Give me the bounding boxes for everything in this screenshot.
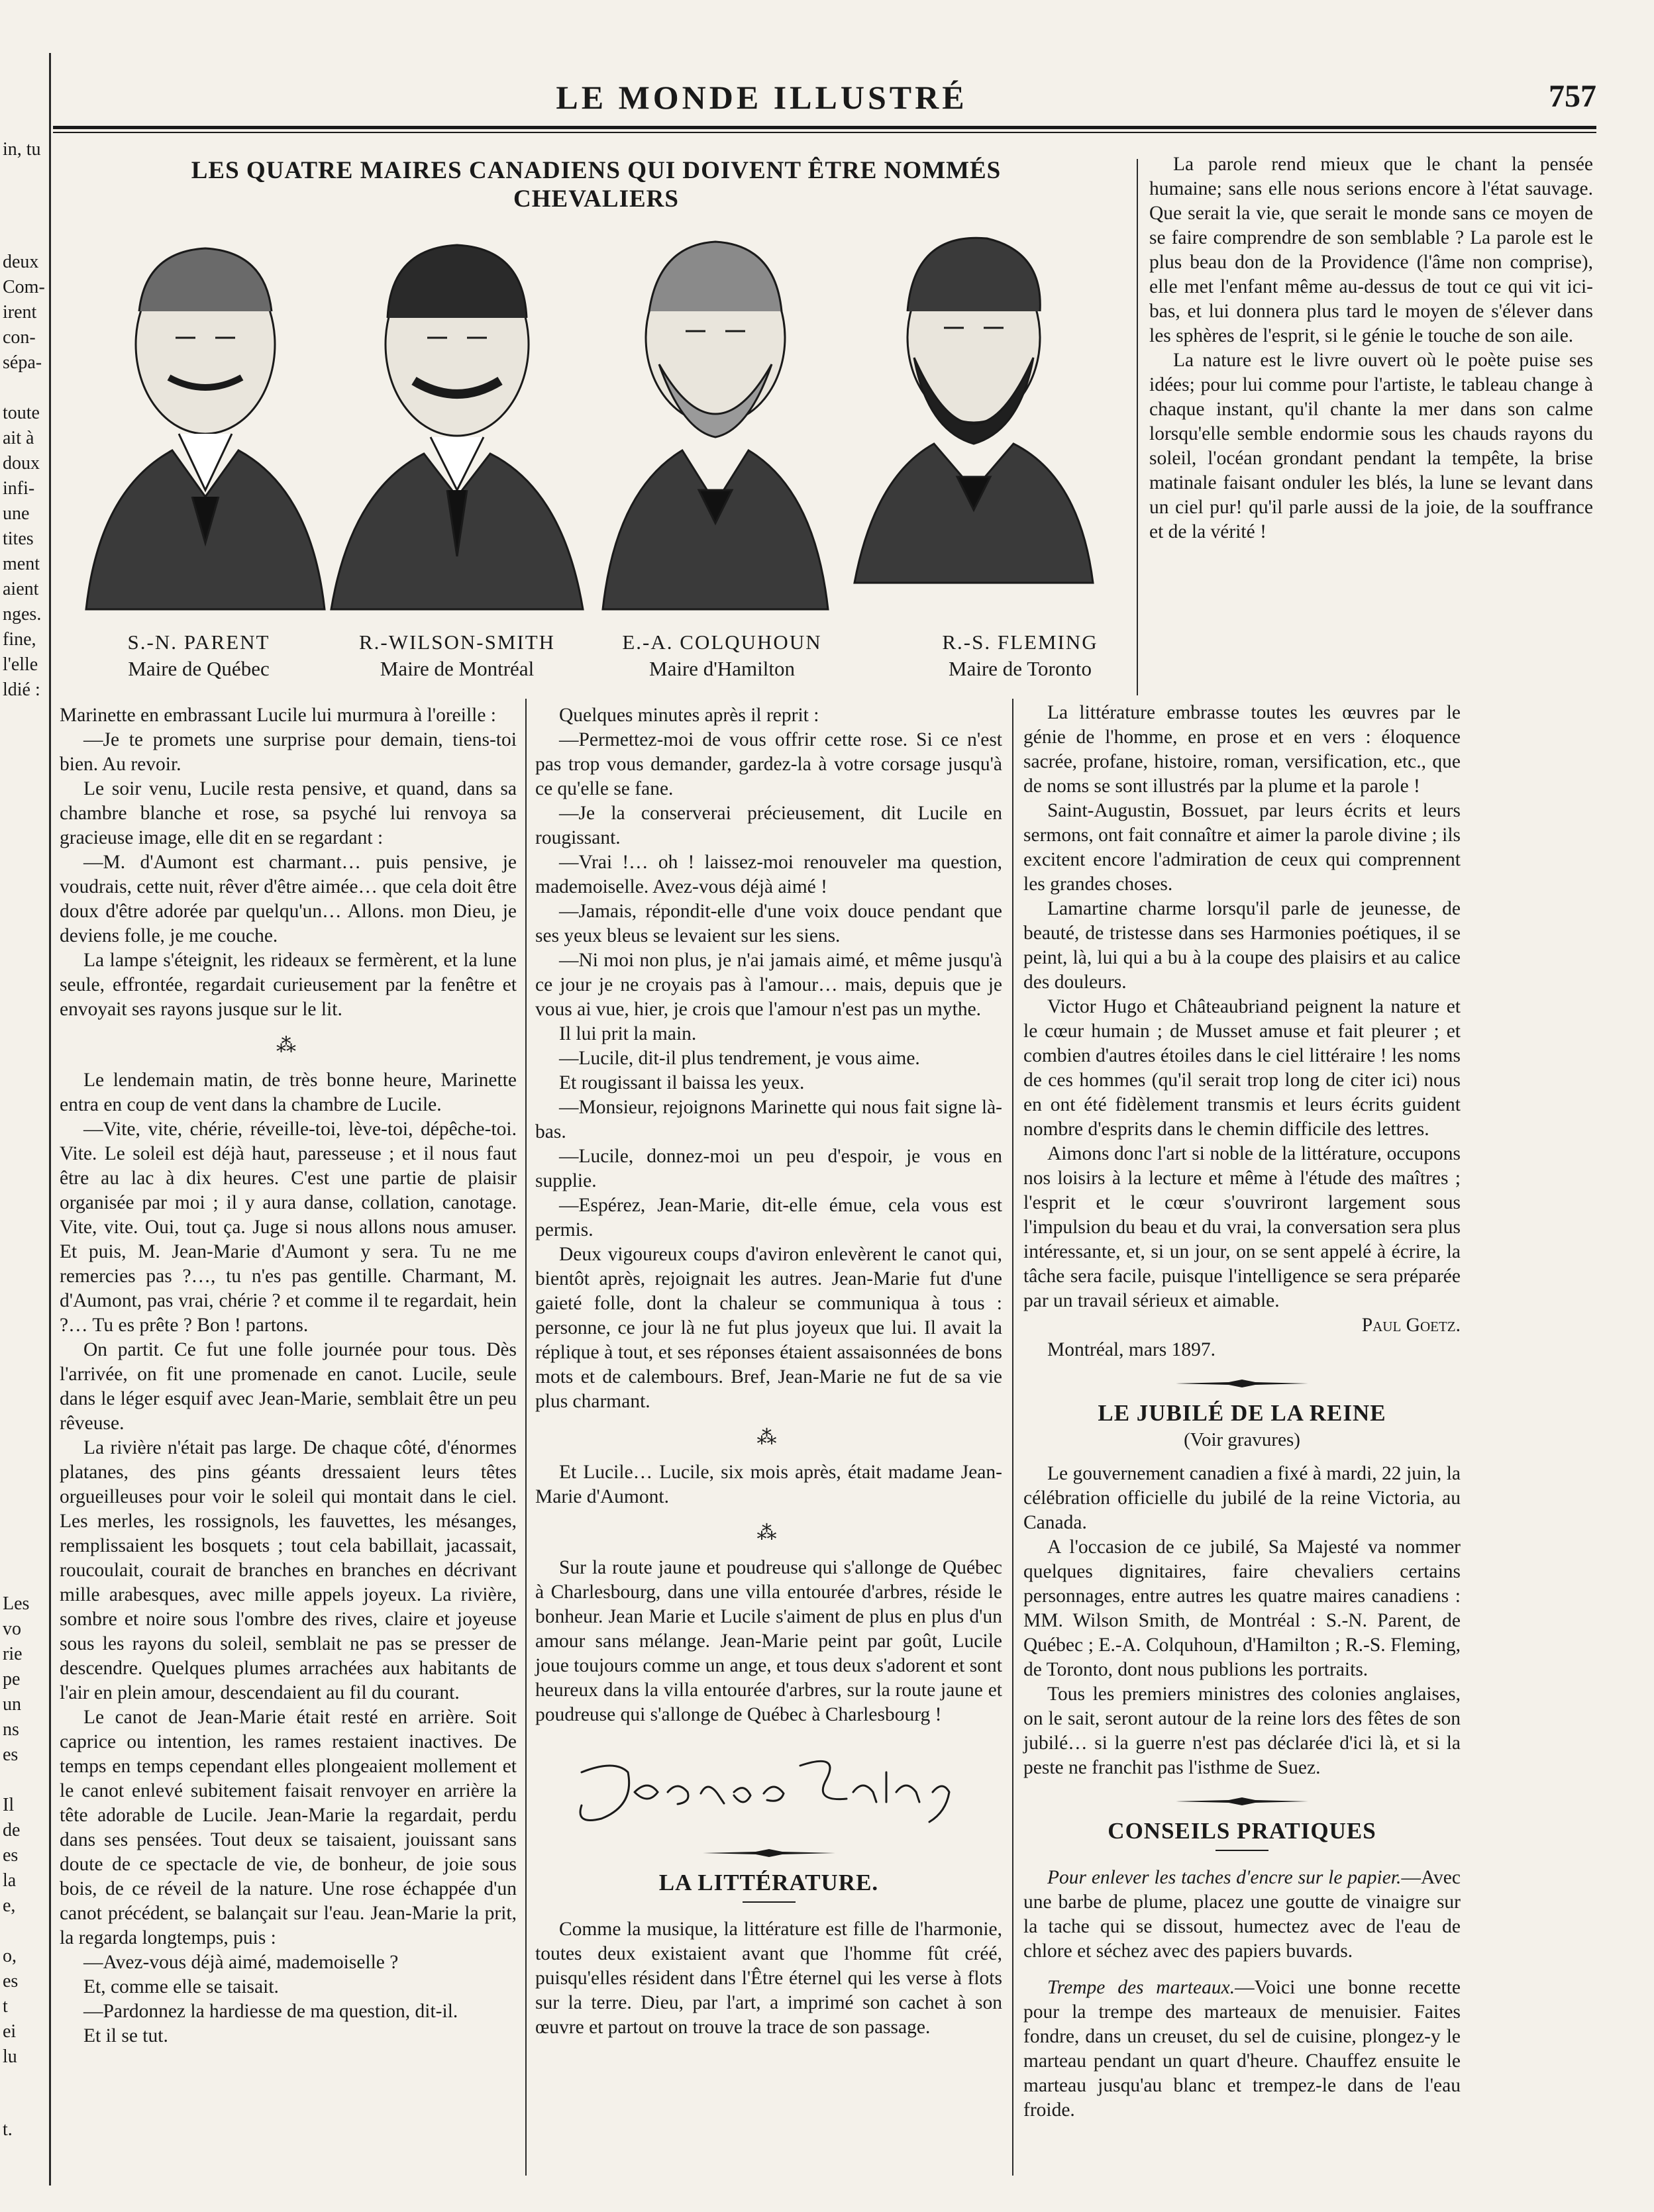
section-stars: ⁂ — [756, 1427, 781, 1448]
jubile-subtitle: (Voir gravures) — [1184, 1429, 1300, 1450]
paragraph: Et rougissant il baissa les yeux. — [559, 1072, 805, 1093]
paragraph: Le soir venu, Lucile resta pensive, et quand, dans sa chambre blanche et rose, sa psyché lui renvoya sa gracieuse image, elle dit en se regardant : — [60, 778, 517, 848]
paragraph: —Monsieur, rejoignons Marinette qui nous fait signe là-bas. — [535, 1097, 1002, 1142]
masthead-rule — [53, 126, 1596, 129]
title-underline — [743, 1901, 796, 1903]
column-3 — [1023, 701, 1461, 2123]
edge-fragment: in, tu — [3, 139, 41, 160]
portrait-wilson-smith-image — [331, 245, 583, 609]
paragraph: La parole rend mieux que le chant la pensée humaine; sans elle nous serions encore à l'état sauvage. Que serait la vie, que serait le monde sans ce moyen de se faire comprendre de son semblable ? La parole est le plus beau don de la Providence (l'âme non comprise), elle met l'enfant même au-dessus de tout ce qui vit ici-bas, et lui donnera plus tard le moyen de s'élever dans les sphères de l'esprit, si le génie le touche de son aile. — [1149, 154, 1593, 346]
paragraph: Le gouvernement canadien a fixé à mardi, 22 juin, la célébration officielle du jubilé de la reine Victoria, au Canada. — [1023, 1463, 1461, 1533]
edge-fragment: t. — [3, 2119, 13, 2140]
paragraph: Le canot de Jean-Marie était resté en arrière. Soit caprice ou intention, les rames restaient inactives. De temps en temps cependant elles plongeaient mollement et le canot enlevé subitement faisait renvoyer en arrière la tête adorable de Lucile. Jean-Marie la regardait, perdu dans ses pensées. Tout deux se taisaient, jouissant sans doute de ce spectacle de vie, de bonheur, de joie sous bois, de ce réveil de la nature. Une rose échappée d'un canot précédent, se balançait sur l'eau. Jean-Marie la prit, la regarda longtemps, puis : — [60, 1707, 517, 1948]
edge-fragment: fine, — [3, 629, 36, 650]
edge-fragment: ait à — [3, 428, 34, 448]
caption-colquhoun — [609, 629, 835, 682]
paragraph: Quelques minutes après il reprit : — [559, 705, 819, 726]
edge-fragment: Les — [3, 1593, 30, 1614]
caption-wilson-smith — [344, 629, 570, 682]
edge-fragment: une — [3, 503, 30, 524]
ornament-image — [1176, 1378, 1308, 1389]
paragraph: —M. d'Aumont est charmant… puis pensive, je voudrais, cette nuit, rêver d'être aimée… que cela doit être doux d'être adorée par quelqu'un… Allons. mon Dieu, je deviens folle, je me couche. — [60, 852, 517, 946]
masthead-rule-thin — [53, 132, 1596, 133]
paragraph: Et Lucile… Lucile, six mois après, était madame Jean-Marie d'Aumont. — [535, 1462, 1002, 1507]
edge-fragment: tites — [3, 528, 34, 549]
dateline: Montréal, mars 1897. — [1047, 1339, 1215, 1360]
caption-name: R.-WILSON-SMITH — [358, 630, 556, 654]
paragraph: —Pardonnez la hardiesse de ma question, dit-il. — [83, 2001, 458, 2022]
tip-lead: Pour enlever les taches d'encre sur le papier. — [1047, 1867, 1402, 1888]
tip-text: —Voici une bonne recette pour la trempe des marteaux de menuisier. Faites fondre, dans un creuset, du sel de cuisine, plongez-y le marteau pendant un quart d'heure. Chauffez ensuite le marteau jusqu'au blanc et trempez-le dans de l'eau froide. — [1023, 1977, 1461, 2121]
column-divider — [525, 699, 527, 2176]
caption-fleming — [914, 629, 1126, 682]
paragraph: —Permettez-moi de vous offrir cette rose. Si ce n'est pas trop vous demander, gardez-la à votre corsage jusqu'à ce qu'elle se fane. — [535, 729, 1002, 799]
paragraph: Marinette en embrassant Lucile lui murmura à l'oreille : — [60, 705, 496, 726]
edge-fragment: e, — [3, 1895, 16, 1916]
column-3-top — [1023, 152, 1593, 544]
paragraph: —Vite, vite, chérie, réveille-toi, lève-toi, dépêche-toi. Vite. Le soleil est déjà haut, paresseuse ; et il nous faut être au lac à dix heures. C'est une partie de plaisir organisée par moi ; il y aura danse, collation, canotage. Vite, vite. Oui, tout ça. Juge si nous allons nous amuser. Et puis, M. Jean-Marie d'Aumont y sera. Tu ne me remercies pas ?…, tu n'es pas gentille. Charmant, M. d'Aumont, pas vrai, chérie ? et comme il te regardait, hein ?… Tu es prête ? Bon ! partons. — [60, 1119, 517, 1336]
paragraph: Lamartine charme lorsqu'il parle de jeunesse, de beauté, de tristesse dans ses Harmonies poétiques, il se peint, là, lui qui a bu à la coupe des plaisirs et au calice des douleurs. — [1023, 898, 1461, 993]
story-column-1 — [60, 703, 517, 2048]
section-stars: ⁂ — [276, 1034, 300, 1056]
edge-fragment: es — [3, 1845, 19, 1866]
paragraph: Aimons donc l'art si noble de la littérature, occupons nos loisirs à la lecture et même à l'étude des maîtres ; l'esprit et le cœur s'ouvriront largement sous l'impulsion du beau et du vrai, la conversation sera plus intéressante, et, si un jour, on se sent appelé à écrire, la tâche sera facile, puisque l'intelligence se sera préparée par un travail sérieux et aimable. — [1023, 1143, 1461, 1311]
caption-name: E.-A. COLQUHOUN — [622, 630, 822, 654]
paragraph: —Lucile, dit-il plus tendrement, je vous aime. — [559, 1048, 920, 1069]
paragraph: Comme la musique, la littérature est fille de l'harmonie, toutes deux existaient avant que l'homme fût créé, puisqu'elles résident dans l'Être éternel qui les verse à flots sur la terre. Dieu, par l'art, a imprimé son cachet à son œuvre et partout on trouve la trace de son passage. — [535, 1919, 1002, 2038]
edge-fragment: t — [3, 1996, 8, 2017]
litterature-title: LA LITTÉRATURE. — [658, 1870, 879, 1895]
caption-role: Maire de Montréal — [380, 657, 535, 680]
edge-fragment: deux — [3, 252, 39, 272]
caption-role: Maire d'Hamilton — [649, 657, 795, 680]
paragraph: —Lucile, donnez-moi un peu d'espoir, je vous en supplie. — [535, 1146, 1002, 1191]
edge-fragment: rie — [3, 1644, 23, 1664]
article-author: Paul Goetz. — [1361, 1315, 1461, 1336]
paragraph: Le lendemain matin, de très bonne heure, Marinette entra en coup de vent dans la chambre de Lucile. — [60, 1070, 517, 1115]
paragraph: —Avez-vous déjà aimé, mademoiselle ? — [83, 1952, 399, 1973]
edge-fragment: con- — [3, 327, 36, 348]
edge-fragment: doux — [3, 453, 40, 474]
author-signature — [535, 1739, 1002, 1832]
tip-paragraph — [1023, 1866, 1461, 1964]
caption-parent — [93, 629, 305, 682]
paragraph: Il lui prit la main. — [559, 1023, 697, 1044]
edge-fragment: ldié : — [3, 679, 40, 700]
edge-fragment: Il — [3, 1795, 15, 1815]
paragraph: Tous les premiers ministres des colonies anglaises, on le sait, seront autour de la reine lors des fêtes de son jubilé… si la guerre n'est pas déclarée d'ici là, et si la peste ne franchit pas l'isthme de Suez. — [1023, 1684, 1461, 1778]
edge-fragment: aient — [3, 579, 39, 599]
paragraph: Deux vigoureux coups d'aviron enlevèrent le canot qui, bientôt après, rejoignait les autres. Jean-Marie fut d'une gaieté folle, dont la chaleur se communiqua à tous : personne, ce jour là ne fut plus joyeux que lui. Il avait la réplique à tout, et ses réponses étaient assaisonnées de bons mots et de calembours. Bref, Jean-Marie ne fut de sa vie plus charmant. — [535, 1244, 1002, 1412]
paragraph: La littérature embrasse toutes les œuvres par le génie de l'homme, en prose et en vers : éloquence sacrée, profane, histoire, roman, versification, etc., que de noms se sont illustrés par la plume et la parole ! — [1023, 702, 1461, 797]
edge-fragment: ei — [3, 2021, 17, 2042]
title-underline — [1215, 1850, 1268, 1851]
portrait-colquhoun-image — [603, 242, 828, 609]
edge-fragment: es — [3, 1971, 19, 1991]
mayors-portraits-engraving — [60, 212, 1133, 616]
edge-fragment: ns — [3, 1719, 19, 1740]
paragraph: —Espérez, Jean-Marie, dit-elle émue, cela vous est permis. — [535, 1195, 1002, 1240]
edge-fragment: lu — [3, 2046, 17, 2067]
caption-role: Maire de Toronto — [949, 657, 1092, 680]
edge-fragment: o, — [3, 1946, 17, 1966]
portrait-parent-image — [86, 248, 325, 609]
conseils-title: CONSEILS PRATIQUES — [1108, 1818, 1376, 1844]
caption-name: R.-S. FLEMING — [942, 630, 1098, 654]
edge-fragment: es — [3, 1744, 19, 1765]
edge-fragment: infi- — [3, 478, 35, 499]
story-column-2 — [535, 703, 1002, 2040]
edge-fragment: toute — [3, 403, 40, 423]
edge-fragment: nges. — [3, 604, 42, 625]
edge-fragment: sépa- — [3, 352, 42, 373]
ornament-image — [703, 1848, 835, 1858]
paragraph: La nature est le livre ouvert où le poète puise ses idées; pour lui comme pour l'artiste, le tableau change à chaque instant, qu'il chante la mer dans son calme lorsqu'elle semble endormie sous les chauds rayons du soleil, l'océan grondant pendant la tempête, la brise matinale faisant onduler les blés, la lune se levant dans un ciel pur! qu'il parle aussi de la joie, de la souffrance et de la vérité ! — [1149, 350, 1593, 542]
ornamental-rule — [1023, 1378, 1461, 1389]
feature-title: LES QUATRE MAIRES CANADIENS QUI DOIVENT ÊTRE NOMMÉS CHEVALIERS — [191, 157, 1002, 213]
paragraph: Saint-Augustin, Bossuet, par leurs écrits et leurs sermons, ont fait connaître et aimer la parole divine ; ils excitent encore l'admiration de ceux qui comprennent les grandes choses. — [1023, 800, 1461, 895]
paragraph: —Jamais, répondit-elle d'une voix douce pendant que ses yeux bleus se levaient sur les siens. — [535, 901, 1002, 946]
edge-fragment: la — [3, 1870, 17, 1891]
page-gutter-line — [49, 53, 51, 2186]
tip-lead: Trempe des marteaux. — [1047, 1977, 1235, 1998]
paragraph: Victor Hugo et Châteaubriand peignent la nature et le cœur humain ; de Musset amuse et fait pleurer ; et combien d'autres étoiles dans le ciel littéraire ! les noms de ces hommes (qu'il serait trop long de citer ici) nous en ont été fidèlement transmis et leurs écrits guident nombre d'esprits dans le chemin difficile des lettres. — [1023, 996, 1461, 1140]
paragraph: —Je te promets une surprise pour demain, tiens-toi bien. Au revoir. — [60, 729, 517, 775]
paragraph: La rivière n'était pas large. De chaque côté, d'énormes platanes, des pins géants dressaient leurs têtes orgueilleuses pour voir le soleil qui montait dans le ciel. Les merles, les rossignols, les fauvettes, les mésanges, remplissaient les bosquets ; tout cela babillait, jacassait, roucoulait, courait de branches en branches en décrivant mille arabesques, avec mille appels joyeux. La rivière, sombre et noire sous l'ombre des rives, claire et joyeuse sous les rayons du soleil, semblait ne pas se presser de descendre. Quelques plumes arrachées aux habitants de l'air en plein amour, descendaient au fil du courant. — [60, 1437, 517, 1703]
ornamental-rule — [535, 1848, 1002, 1858]
masthead: LE MONDE ILLUSTRÉ — [556, 79, 968, 116]
section-stars: ⁂ — [756, 1522, 781, 1544]
ornamental-rule — [1023, 1796, 1461, 1807]
jubile-title: LE JUBILÉ DE LA REINE — [1098, 1400, 1386, 1426]
paragraph: —Ni moi non plus, je n'ai jamais aimé, et même jusqu'à ce jour je ne croyais pas à l'amour… mais, depuis que je vous ai vue, hier, je crois que l'amour n'est pas un mythe. — [535, 950, 1002, 1020]
caption-role: Maire de Québec — [128, 657, 270, 680]
paragraph: La lampe s'éteignit, les rideaux se fermèrent, et la lune seule, effrontée, regardait curieusement par la fenêtre et envoyait ses rayons jusque sur le lit. — [60, 950, 517, 1020]
edge-fragment: pe — [3, 1669, 21, 1689]
paragraph: A l'occasion de ce jubilé, Sa Majesté va nommer quelques dignitaires, faire chevaliers certains personnages, entre autres les quatre maires canadiens : MM. Wilson Smith, de Montréal : S.-N. Parent, de Québec ; E.-A. Colquhoun, d'Hamilton ; R.-S. Fleming, de Toronto, dont nous publions les portraits. — [1023, 1536, 1461, 1680]
tip-text: —Avec une barbe de plume, placez une goutte de vinaigre sur la tache qui se dissout, humectez avec de l'eau de chlore et séchez avec des papiers buvards. — [1023, 1867, 1461, 1962]
edge-fragment: vo — [3, 1619, 21, 1639]
edge-fragment: ment — [3, 554, 40, 574]
edge-fragment: un — [3, 1694, 21, 1715]
caption-name: S.-N. PARENT — [127, 630, 270, 654]
edge-fragment: Com- — [3, 277, 45, 297]
column-divider — [1012, 699, 1013, 2176]
tip-paragraph — [1023, 1976, 1461, 2123]
paragraph: On partit. Ce fut une folle journée pour tous. Dès l'arrivée, on fit une promenade en canot. Lucile, seule dans le léger esquif avec Jean-Marie, semblait être un peu rêveuse. — [60, 1339, 517, 1434]
paragraph: Et il se tut. — [83, 2025, 168, 2046]
paragraph: —Vrai !… oh ! laissez-moi renouveler ma question, mademoiselle. Avez-vous déjà aimé ! — [535, 852, 1002, 897]
page-number: 757 — [1549, 79, 1596, 114]
paragraph: —Je la conserverai précieusement, dit Lucile en rougissant. — [535, 803, 1002, 848]
litterature-continued — [1149, 152, 1593, 544]
adjacent-page-edge — [0, 0, 46, 2212]
edge-fragment: l'elle — [3, 654, 38, 675]
edge-fragment: de — [3, 1820, 21, 1840]
edge-fragment: irent — [3, 302, 37, 323]
paragraph: Sur la route jaune et poudreuse qui s'allonge de Québec à Charlesbourg, dans une villa entourée d'arbres, réside le bonheur. Jean Marie et Lucile s'aiment de plus en plus d'un amour sans mélange. Jean-Marie peint par goût, Lucile joue toujours comme un ange, et tous deux s'adorent et sont heureux dans la villa entourée d'arbres, sur la route jaune et poudreuse qui s'allonge de Québec à Charlesbourg ! — [535, 1557, 1002, 1725]
ornament-image — [1176, 1796, 1308, 1807]
signature-image — [535, 1739, 1002, 1832]
paragraph: Et, comme elle se taisait. — [83, 1976, 279, 1997]
